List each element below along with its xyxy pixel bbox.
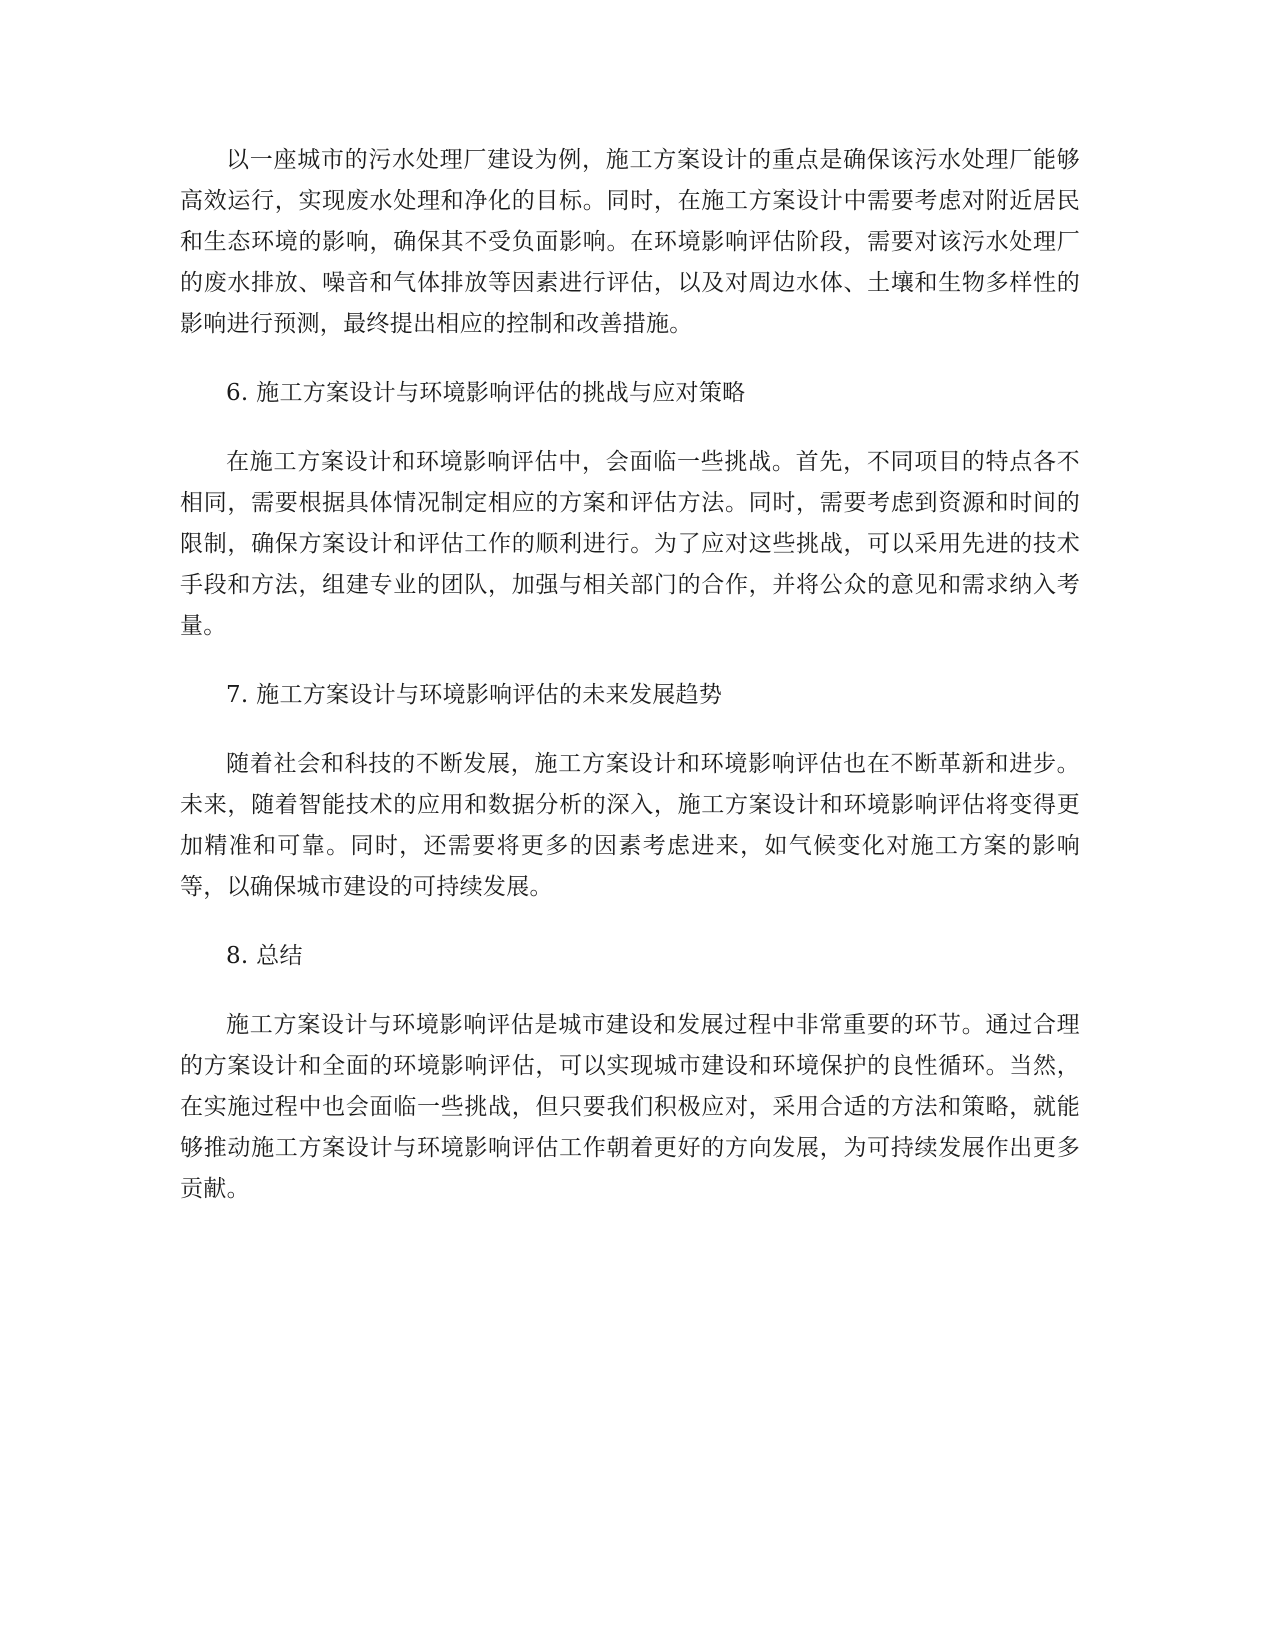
section-heading-8: 8. 总结 [226, 943, 303, 969]
paragraph-wastewater-example: 以一座城市的污水处理厂建设为例，施工方案设计的重点是确保该污水处理厂能够高效运行，实现废水处理和净化的目标。同时，在施工方案设计中需要考虑对附近居民和生态环境的影响，确保其不受负面影响。在环境影响评估阶段，需要对该污水处理厂的废水排放、噪音和气体排放等因素进行评估，以及对周边水体、土壤和生物多样性的影响进行预测，最终提出相应的控制和改善措施。 [180, 147, 1080, 337]
paragraph-summary: 施工方案设计与环境影响评估是城市建设和发展过程中非常重要的环节。通过合理的方案设计和全面的环境影响评估，可以实现城市建设和环境保护的良性循环。当然，在实施过程中也会面临一些挑战，但只要我们积极应对，采用合适的方法和策略，就能够推动施工方案设计与环境影响评估工作朝着更好的方向发展，为可持续发展作出更多贡献。 [180, 1012, 1080, 1202]
section-heading-7: 7. 施工方案设计与环境影响评估的未来发展趋势 [226, 682, 723, 708]
document-page [180, 140, 1080, 1238]
section-heading-6: 6. 施工方案设计与环境影响评估的挑战与应对策略 [226, 380, 746, 406]
paragraph-challenges: 在施工方案设计和环境影响评估中，会面临一些挑战。首先，不同项目的特点各不相同，需要根据具体情况制定相应的方案和评估方法。同时，需要考虑到资源和时间的限制，确保方案设计和评估工作的顺利进行。为了应对这些挑战，可以采用先进的技术手段和方法，组建专业的团队，加强与相关部门的合作，并将公众的意见和需求纳入考量。 [180, 449, 1080, 639]
paragraph-future-trends: 随着社会和科技的不断发展，施工方案设计和环境影响评估也在不断革新和进步。未来，随着智能技术的应用和数据分析的深入，施工方案设计和环境影响评估将变得更加精准和可靠。同时，还需要将更多的因素考虑进来，如气候变化对施工方案的影响等，以确保城市建设的可持续发展。 [180, 751, 1080, 900]
